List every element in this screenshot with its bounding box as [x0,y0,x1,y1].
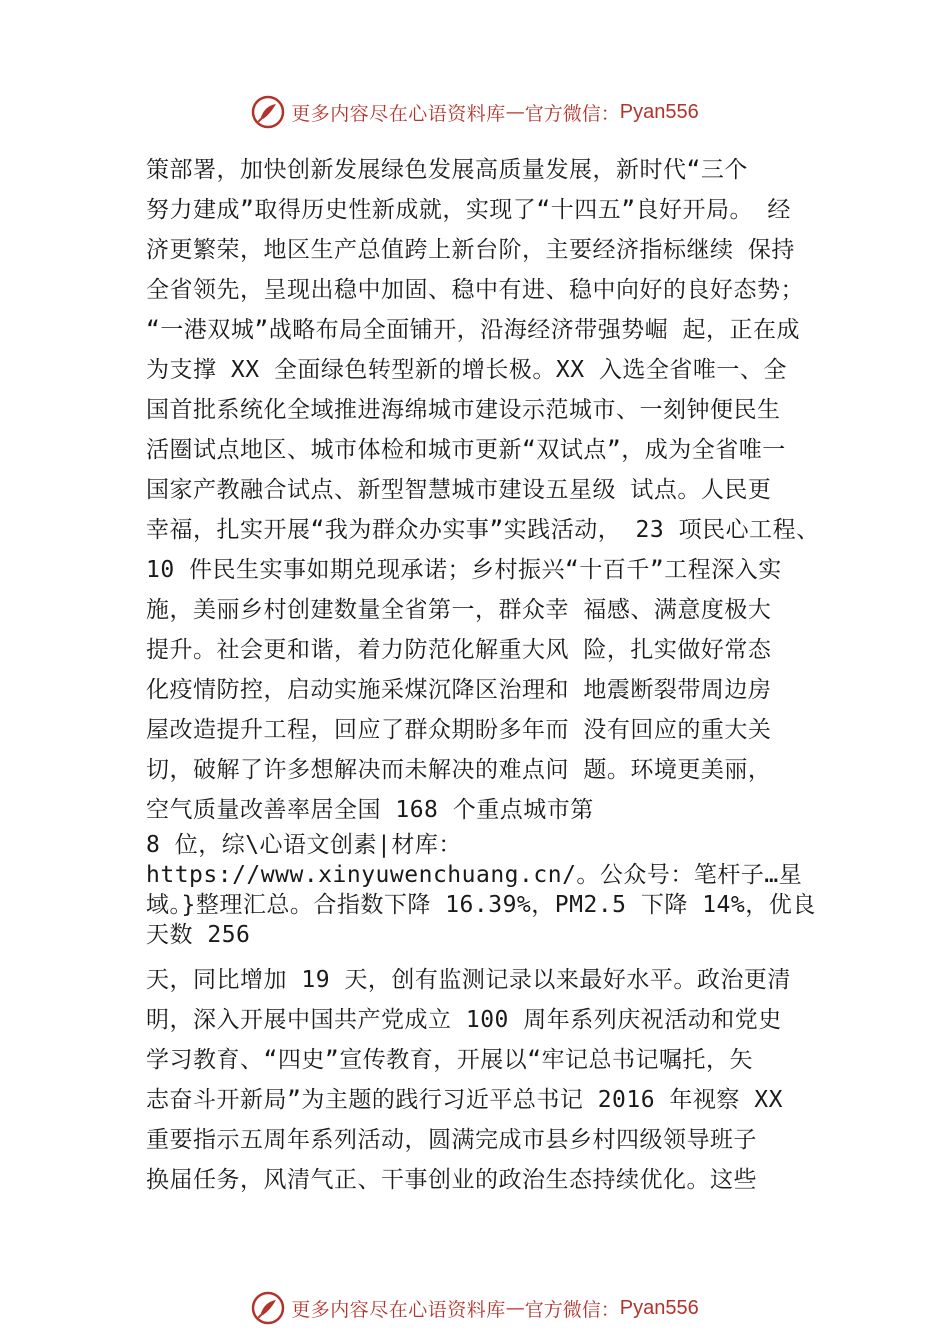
text-line: 志奋斗开新局”为主题的践行习近平总书记 2016 年视察 XX [146,1087,783,1113]
banner-brand: 更多内容尽在心语资料库 [291,1298,506,1321]
paragraph-gap [146,950,846,960]
text-line: 国家产教融合试点、新型智慧城市建设五星级 试点。人民更 [146,477,772,503]
text-line: 施，美丽乡村创建数量全省第一，群众幸 福感、满意度极大 [146,597,772,623]
document-body [146,150,846,1200]
text-line: https://www.xinyuwenchuang.cn/。公众号：笔杆子…星 [146,862,803,888]
brand-logo-icon [251,95,285,129]
text-line: 换届任务，风清气正、干事创业的政治生态持续优化。这些 [146,1167,757,1193]
text-line: 10 件民生实事如期兑现承诺；乡村振兴“十百千”工程深入实 [146,557,782,583]
banner-contact-label: 官方微信： [524,102,620,125]
text-line: “一港双城”战略布局全面铺开，沿海经济带强势崛 起，正在成 [146,317,801,343]
text-line: 幸福，扎实开展“我为群众办实事”实践活动， 23 项民心工程、 [146,517,820,543]
text-line: 策部署，加快创新发展绿色发展高质量发展，新时代“三个 [146,157,748,183]
text-line: 学习教育、“四史”宣传教育，开展以“牢记总书记嘱托，矢 [146,1047,754,1073]
text-line: 努力建成”取得历史性新成就，实现了“十四五”良好开局。 经 [146,197,791,223]
text-line: 活圈试点地区、城市体检和城市更新“双试点”，成为全省唯一 [146,437,786,463]
text-line: 全省领先，呈现出稳中加固、稳中有进、稳中向好的良好态势； [146,277,804,303]
text-line: 域。}整理汇总。合指数下降 16.39%，PM2.5 下降 14%，优良 [146,892,816,918]
brand-logo-icon [251,1291,285,1325]
header-banner [0,92,950,132]
text-line: 切，破解了许多想解决而未解决的难点问 题。环境更美丽， [146,757,772,783]
banner-separator: — [505,1297,525,1319]
text-line: 天，同比增加 19 天，创有监测记录以来最好水平。政治更清 [146,967,791,993]
banner-contact-id: Pyan556 [619,1296,699,1319]
banner-brand: 更多内容尽在心语资料库 [291,102,506,125]
text-line: 屋改造提升工程，回应了群众期盼多年而 没有回应的重大关 [146,717,772,743]
text-line: 重要指示五周年系列活动，圆满完成市县乡村四级领导班子 [146,1127,757,1153]
banner-separator: — [505,101,525,123]
text-line: 天数 256 [146,922,251,948]
text-line: 化疫情防控，启动实施采煤沉降区治理和 地震断裂带周边房 [146,677,772,703]
banner-contact-label: 官方微信： [524,1298,620,1321]
text-line: 国首批系统化全域推进海绵城市建设示范城市、一刻钟便民生 [146,397,781,423]
text-line: 8 位，综\心语文创素|材库： [146,832,462,858]
text-line: 明，深入开展中国共产党成立 100 周年系列庆祝活动和党史 [146,1007,782,1033]
text-line: 济更繁荣，地区生产总值跨上新台阶，主要经济指标继续 保持 [146,237,795,263]
banner-contact-id: Pyan556 [619,100,699,123]
text-line: 空气质量改善率居全国 168 个重点城市第 [146,797,594,823]
text-line: 为支撑 XX 全面绿色转型新的增长极。XX 入选全省唯一、全 [146,357,787,383]
footer-banner [0,1288,950,1328]
text-line: 提升。社会更和谐，着力防范化解重大风 险，扎实做好常态 [146,637,772,663]
